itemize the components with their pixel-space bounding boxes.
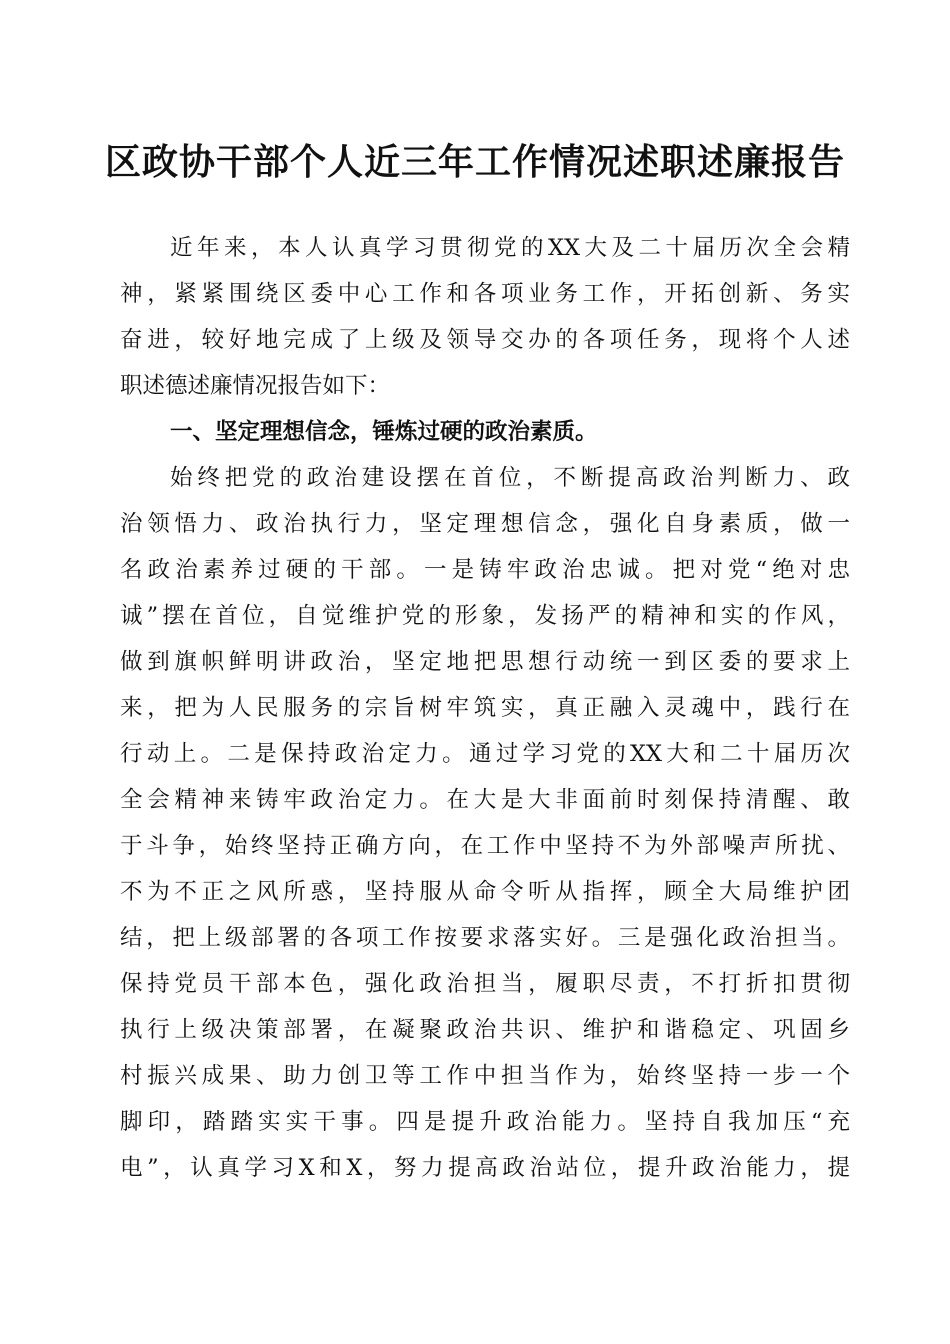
paragraph-line: 电”，认真学习X和X，努力提高政治站位，提升政治能力，提 — [120, 1155, 850, 1181]
paragraph-line: 全会精神来铸牢政治定力。在大是大非面前时刻保持清醒、敢 — [120, 787, 850, 813]
paragraph-line: 治领悟力、政治执行力，坚定理想信念，强化自身素质，做一 — [120, 511, 850, 537]
paragraph-line: 来，把为人民服务的宗旨树牢筑实，真正融入灵魂中，践行在 — [120, 695, 850, 721]
paragraph-line: 名政治素养过硬的干部。一是铸牢政治忠诚。把对党“绝对忠 — [120, 557, 850, 583]
paragraph-line: 不为不正之风所惑，坚持服从命令听从指挥，顾全大局维护团 — [120, 879, 850, 905]
paragraph-line: 执行上级决策部署，在凝聚政治共识、维护和谐稳定、巩固乡 — [120, 1017, 850, 1043]
paragraph-line: 神，紧紧围绕区委中心工作和各项业务工作，开拓创新、务实 — [120, 281, 850, 307]
paragraph-line: 于斗争，始终坚持正确方向，在工作中坚持不为外部噪声所扰、 — [120, 833, 850, 859]
paragraph-line: 近年来，本人认真学习贯彻党的XX大及二十届历次全会精 — [170, 235, 850, 261]
paragraph-line: 村振兴成果、助力创卫等工作中担当作为，始终坚持一步一个 — [120, 1063, 850, 1089]
paragraph-line: 保持党员干部本色，强化政治担当，履职尽责，不打折扣贯彻 — [120, 971, 850, 997]
paragraph-line: 行动上。二是保持政治定力。通过学习党的XX大和二十届历次 — [120, 741, 850, 767]
document-title: 区政协干部个人近三年工作情况述职述廉报告 — [104, 141, 845, 183]
paragraph-line: 始终把党的政治建设摆在首位，不断提高政治判断力、政 — [170, 465, 850, 491]
paragraph-line: 做到旗帜鲜明讲政治，坚定地把思想行动统一到区委的要求上 — [120, 649, 850, 675]
paragraph-line: 诚”摆在首位，自觉维护党的形象，发扬严的精神和实的作风， — [120, 603, 850, 629]
section-heading: 一、坚定理想信念，锤炼过硬的政治素质。 — [170, 419, 598, 445]
paragraph-line: 奋进，较好地完成了上级及领导交办的各项任务，现将个人述 — [120, 327, 850, 353]
paragraph-line: 脚印，踏踏实实干事。四是提升政治能力。坚持自我加压“充 — [120, 1109, 850, 1135]
paragraph-line: 职述德述廉情况报告如下： — [120, 373, 391, 399]
paragraph-line: 结，把上级部署的各项工作按要求落实好。三是强化政治担当。 — [120, 925, 850, 951]
